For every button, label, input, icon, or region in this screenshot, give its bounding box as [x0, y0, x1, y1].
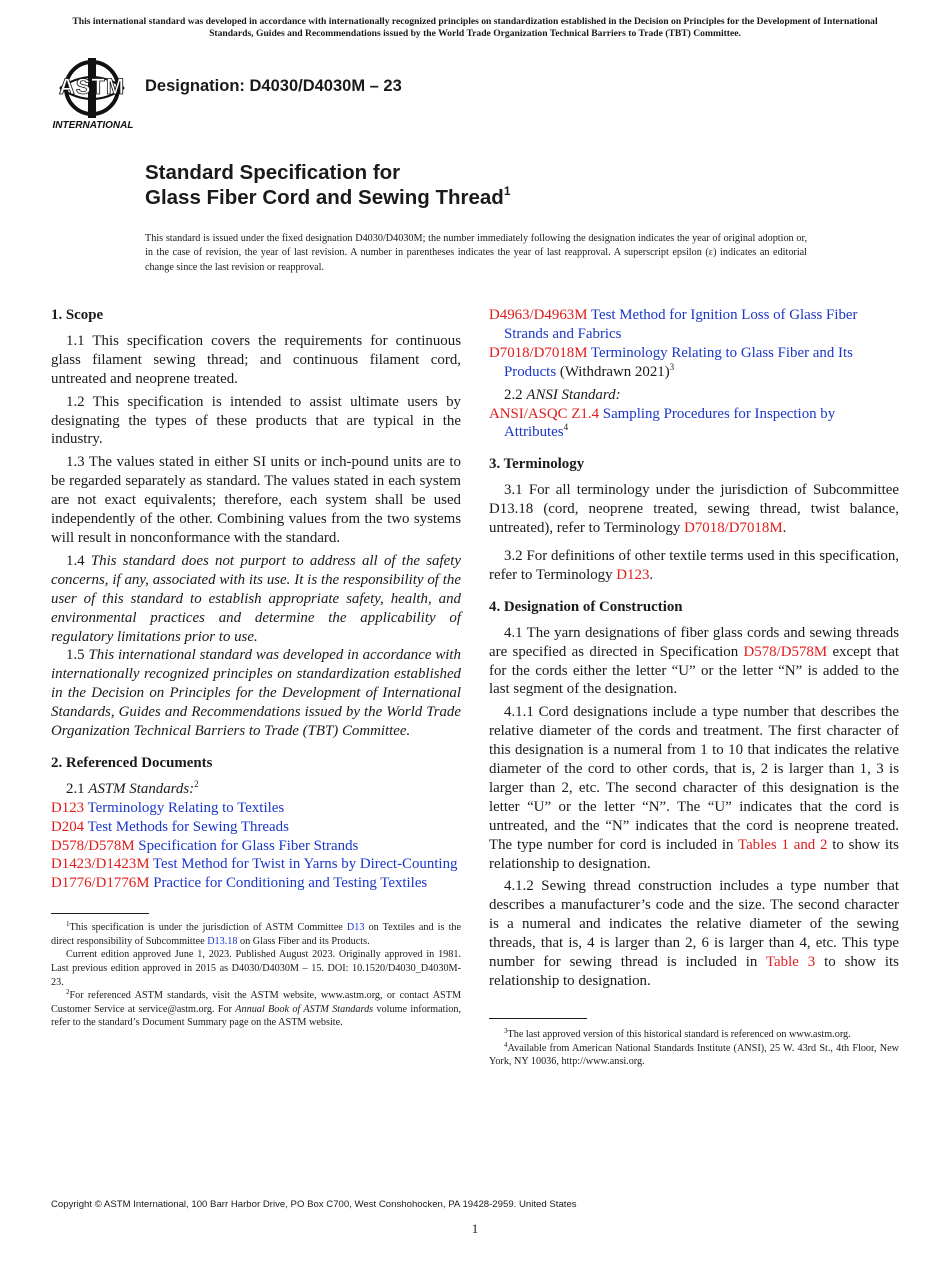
para-text: 4.1.1 Cord designations include a type number that describes the relative diameter of the cords and treatment. The first character of this designation is a numeral from 1 to 10 that indicates the relative diameter of the cord to other cords, that is, 2 is larger than 1, 3 is larger than 2, etc. The second character of this designation is the letter “U” or the letter “N”. The “U” indicates that the cord is untreated, and the “N” indicates that the cord is neoprene treated. The type number for cord is included in [489, 704, 899, 853]
reference-code[interactable]: D1423/D1423M [51, 856, 150, 873]
footnote-text: volume information, refer to the standard’s Document Summary page on the ASTM website. [51, 1003, 462, 1029]
reference-code[interactable]: D4963/D4963M [489, 307, 588, 323]
tbt-notice: This international standard was developed in accordance with internationally recognized principles on standardization established in the Decision on Principles for the Development of International Standards, Guides and Recommendations issued by the World Trade Organization Technical Barriers to Trade (TBT) Committee. [72, 16, 878, 39]
footnotes-right [489, 1028, 899, 1069]
issue-note: This standard is issued under the fixed designation D4030/D4030M; the number immediately following the designation indicates the year of original adoption or, in the case of revision, the year of last revision. A number in parentheses indicates the year of last reapproval. A superscript epsilon (ε) indicates an editorial change since the last revision or reapproval. [145, 233, 807, 273]
table-link[interactable]: Table 3 [766, 954, 816, 971]
para-1-4-text: This standard does not purport to address all of the safety concerns, if any, associated with its use. It is the responsibility of the user of this standard to establish appropriate safety, health, and environmental practices and determine the applicability of regulatory limitations prior to use. [51, 552, 461, 645]
reference-title[interactable]: Test Method for Twist in Yarns by Direct-Counting [152, 856, 458, 873]
reference-title[interactable]: Terminology Relating to Glass Fiber and Its Products [504, 344, 853, 380]
para-3-1 [489, 481, 899, 538]
footnote-number: 2 [66, 988, 70, 997]
terminology-link[interactable]: D7018/D7018M [684, 520, 783, 537]
edition-note: Current edition approved June 1, 2023. Published August 2023. Originally approved in 1981. Last previous edition approved in 2015 as D4030/D4030M – 15. DOI: 10.1520/D4030_D4030M-23. [51, 949, 461, 988]
footnote-divider [489, 1018, 587, 1019]
reference-item[interactable] [51, 818, 461, 837]
footnote-text: For referenced ASTM standards, visit the ASTM website, www.astm.org, or contact ASTM Customer Service at service@astm.org. For [51, 990, 461, 1015]
document-title [145, 160, 511, 210]
para-2-2 [489, 386, 899, 405]
footnote-text: Available from American National Standards Institute (ANSI), 25 W. 43rd St., 4th Floor, New York, NY 10036, http://www.ansi.org. [489, 1042, 899, 1068]
para-2-1 [51, 780, 461, 799]
reference-code[interactable]: ANSI/ASQC Z1.4 [489, 405, 600, 422]
logo-subtext: INTERNATIONAL [52, 120, 134, 131]
reference-title[interactable]: Specification for Glass Fiber Strands [138, 837, 359, 854]
para-4-1-2 [489, 877, 899, 990]
footnote-1 [51, 921, 461, 948]
specification-link[interactable]: D578/D578M [743, 643, 828, 660]
para-1-4-number: 1.4 [66, 552, 85, 569]
footnote-text: This specification is under the jurisdiction of ASTM Committee [69, 922, 343, 934]
terminology-link[interactable]: D123 [616, 566, 650, 583]
para-text: 4.1.2 Sewing thread construction includes a type number that describes a manufacturer’s code and the size. The second character is a numeral and indicates the relative diameter of the sewing threads, that is, 4 is larger than 2, 6 is larger than 4, etc. This type number for sewing thread is included in [489, 878, 899, 971]
para-text: 3.2 For definitions of other textile terms used in this specification, refer to Terminology [489, 547, 899, 583]
reference-item[interactable] [51, 799, 461, 818]
reference-code[interactable]: D123 [51, 799, 85, 816]
para-text: 4.1 The yarn designations of fiber glass cords and sewing threads are specified as directed in Specification [489, 624, 899, 660]
reference-item[interactable] [51, 874, 461, 893]
title-footnote-mark: 1 [503, 184, 511, 198]
footnote-3 [489, 1028, 899, 1042]
copyright-footer: Copyright © ASTM International, 100 Barr Harbor Drive, PO Box C700, West Conshohocken, PA 19428-2959. United States [51, 1199, 577, 1210]
logo-lettering: ASTM [58, 74, 126, 99]
para-text: . [782, 520, 787, 537]
reference-item[interactable] [489, 306, 899, 344]
astm-standards-label: ASTM Standards: [88, 780, 195, 797]
section-3-heading: 3. Terminology [489, 456, 585, 473]
reference-code[interactable]: D1776/D1776M [51, 875, 150, 892]
title-text: Glass Fiber Cord and Sewing Thread [145, 186, 504, 209]
section-4-heading: 4. Designation of Construction [489, 598, 683, 615]
footnote-mark: 4 [563, 422, 569, 433]
para-1-2: 1.2 This specification is intended to assist ultimate users by designating the types of these products that are typical in the industry. [51, 393, 461, 448]
committee-link[interactable]: D13 [346, 922, 365, 934]
footnote-number: 3 [504, 1026, 508, 1035]
page-number: 1 [471, 1221, 479, 1236]
reference-title[interactable]: Test Method for Ignition Loss of Glass Fiber Strands and Fabrics [504, 307, 858, 342]
designation: Designation: D4030/D4030M – 23 [145, 77, 402, 95]
reference-item[interactable] [51, 855, 461, 874]
ansi-standard-label: ANSI Standard: [526, 386, 621, 403]
para-1-1: 1.1 This specification covers the requirements for continuous glass filament sewing thread; and continuous filament cord, untreated and neoprene treated. [51, 332, 461, 387]
section-2-heading: 2. Referenced Documents [51, 754, 213, 771]
reference-title[interactable]: Sampling Procedures for Inspection by Attributes [504, 405, 836, 441]
left-column [51, 306, 461, 1030]
para-1-4 [51, 552, 461, 647]
title-line-2 [145, 185, 511, 210]
subcommittee-link[interactable]: D13.18 [207, 935, 238, 947]
footnote-text: on Glass Fiber and its Products. [240, 935, 370, 947]
reference-item[interactable] [51, 837, 461, 856]
right-column [489, 306, 899, 1069]
footnote-4 [489, 1042, 899, 1069]
footnote-mark: 2 [194, 778, 199, 789]
reference-title[interactable]: Test Methods for Sewing Threads [87, 818, 289, 835]
reference-code[interactable]: D204 [51, 818, 85, 835]
para-text: to show its relationship to designation. [489, 836, 899, 872]
section-1-heading: 1. Scope [51, 307, 104, 323]
para-2-1-number: 2.1 [66, 780, 85, 797]
para-text: to show its relationship to designation. [489, 954, 899, 989]
reference-code[interactable]: D578/D578M [51, 837, 135, 854]
para-1-5-number: 1.5 [66, 647, 85, 664]
reference-code[interactable]: D7018/D7018M [489, 344, 588, 361]
para-4-1 [489, 624, 899, 700]
para-text: except that for the cords either the letter “U” or the letter “N” is added to the last segment of the designation. [489, 643, 899, 698]
para-1-5 [51, 646, 461, 741]
footnote-text: The last approved version of this historical standard is referenced on www.astm.org. [507, 1028, 851, 1040]
para-4-1-1 [489, 703, 899, 873]
footnote-text: on Textiles and is the direct responsibility of Subcommittee [51, 922, 462, 947]
para-text: 3.1 For all terminology under the jurisdiction of Subcommittee D13.18 (cord, neoprene treated, sewing thread, twist balance, untreated), refer to Terminology [489, 482, 899, 537]
footnote-divider [51, 913, 149, 914]
para-1-3: 1.3 The values stated in either SI units or inch-pound units are to be regarded separately as standard. The values stated in each system are not exact equivalents; therefore, each system shall be used independently of the other. Combining values from the two systems will result in nonconformance with the standard. [51, 454, 461, 546]
reference-item[interactable] [489, 405, 899, 443]
astm-logo [50, 54, 136, 132]
para-text: . [649, 566, 654, 583]
footnotes-left [51, 921, 461, 1030]
reference-item[interactable] [489, 344, 899, 382]
para-2-2-number: 2.2 [504, 386, 523, 403]
para-3-2 [489, 547, 899, 585]
title-line-1: Standard Specification for [145, 161, 401, 184]
para-1-5-text: This international standard was developed in accordance with internationally recognized principles on standardization established in the Decision on Principles for the Development of International Standards, Guides and Recommendations issued by the World Trade Organization Technical Barriers to Trade (TBT) Committee. [51, 647, 461, 740]
reference-title[interactable]: Terminology Relating to Textiles [87, 799, 285, 816]
withdrawn-note: (Withdrawn 2021) [559, 363, 670, 380]
tables-link[interactable]: Tables 1 and 2 [738, 836, 828, 853]
reference-title[interactable]: Practice for Conditioning and Testing Textiles [153, 875, 428, 892]
footnote-number: 4 [504, 1040, 508, 1049]
footnote-mark: 3 [669, 361, 675, 372]
footnote-number: 1 [66, 920, 70, 929]
footnote-2 [51, 989, 461, 1030]
footnote-italic: Annual Book of ASTM Standards [235, 1003, 374, 1015]
